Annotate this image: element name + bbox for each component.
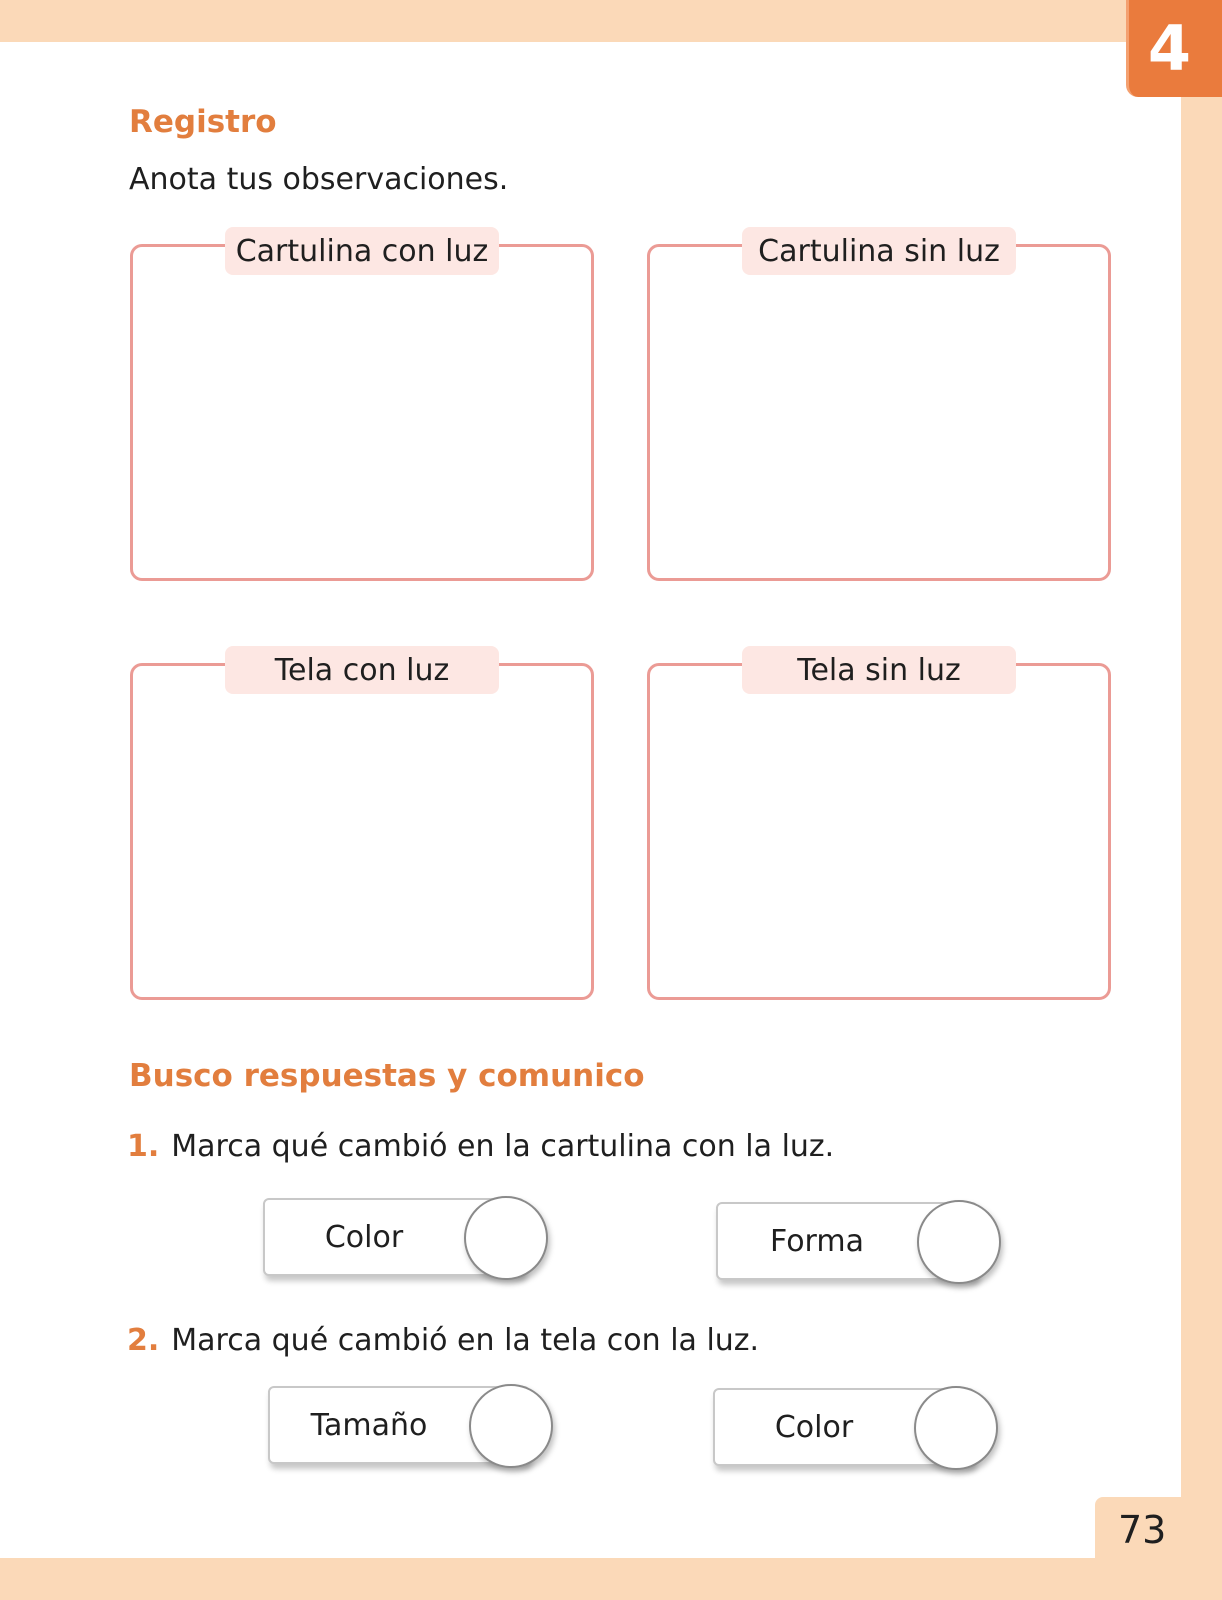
- option-checkbox[interactable]: [469, 1384, 553, 1468]
- question-number: 1.: [127, 1129, 160, 1164]
- question-number: 2.: [127, 1323, 160, 1358]
- option-q1-color[interactable]: [263, 1196, 548, 1280]
- right-band: [1181, 0, 1222, 1600]
- bottom-band: [0, 1558, 1222, 1600]
- option-checkbox[interactable]: [914, 1386, 998, 1470]
- chapter-tab: 4: [1126, 0, 1222, 97]
- question-text: Marca qué cambió en la cartulina con la luz.: [171, 1129, 835, 1164]
- page-number: 73: [1118, 1508, 1167, 1552]
- option-label: Tamaño: [268, 1386, 530, 1464]
- option-q1-forma[interactable]: [716, 1200, 1001, 1284]
- observation-label: Cartulina sin luz: [742, 227, 1016, 275]
- observation-label: Tela con luz: [225, 646, 499, 694]
- option-label: Forma: [716, 1202, 978, 1280]
- option-checkbox[interactable]: [917, 1200, 1001, 1284]
- question-text: Marca qué cambió en la tela con la luz.: [171, 1323, 760, 1358]
- registro-heading: Registro: [129, 104, 277, 140]
- observation-box-cartulina-sin-luz[interactable]: [647, 233, 1111, 581]
- option-checkbox[interactable]: [464, 1196, 548, 1280]
- option-q2-color[interactable]: [713, 1386, 998, 1470]
- observation-box-tela-con-luz[interactable]: [130, 652, 594, 1000]
- observation-box-cartulina-con-luz[interactable]: [130, 233, 594, 581]
- question-2: [127, 1323, 759, 1358]
- busco-heading: Busco respuestas y comunico: [129, 1058, 645, 1094]
- top-band: [0, 0, 1222, 42]
- option-label: Color: [713, 1388, 975, 1466]
- observation-label: Cartulina con luz: [225, 227, 499, 275]
- option-label: Color: [263, 1198, 525, 1276]
- observation-label: Tela sin luz: [742, 646, 1016, 694]
- observation-box-tela-sin-luz[interactable]: [647, 652, 1111, 1000]
- registro-instruction: Anota tus observaciones.: [129, 162, 509, 197]
- question-1: [127, 1129, 834, 1164]
- option-q2-tamano[interactable]: [268, 1384, 553, 1468]
